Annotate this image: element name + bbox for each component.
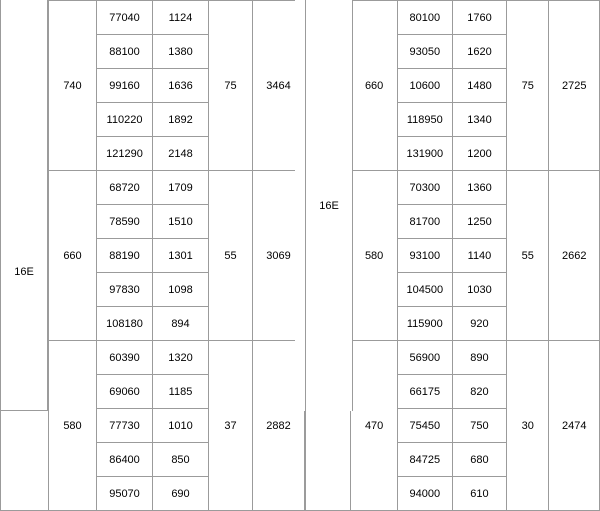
left-g2-r0-a: 60390 [97,341,153,375]
left-g2-r4-a: 95070 [97,477,153,511]
left-g1-r0-a: 68720 [97,171,153,205]
left-g0-col-d: 3464 [253,1,305,171]
right-g2-r3-b: 680 [452,443,506,477]
right-g0-r4-b: 1200 [452,137,506,171]
right-g0-r4-a: 131900 [397,137,452,171]
right-g0-r3-a: 118950 [397,103,452,137]
right-g1-col-c: 55 [507,171,549,341]
left-g1-r3-b: 1098 [153,273,209,307]
right-g1-r2-b: 1140 [452,239,506,273]
left-g1-col-d: 3069 [253,171,305,341]
left-g2-col-d: 2882 [253,341,305,511]
left-g2-r4-b: 690 [153,477,209,511]
left-row-label: 16E [0,133,48,411]
right-g1-r3-a: 104500 [397,273,452,307]
left-g1-r4-a: 108180 [97,307,153,341]
right-g1-col-d: 2662 [549,171,600,341]
left-g0-r2-a: 99160 [97,69,153,103]
right-g0-r0-b: 1760 [452,1,506,35]
left-g0-r0-a: 77040 [97,1,153,35]
right-g2-col-c: 30 [507,341,549,511]
right-g1-r4-a: 115900 [397,307,452,341]
left-g1-sub-label: 660 [49,171,97,341]
right-g0-r2-a: 10600 [397,69,452,103]
left-g1-r2-a: 88190 [97,239,153,273]
right-g2-r0-b: 890 [452,341,506,375]
left-g2-r1-a: 69060 [97,375,153,409]
right-g2-r2-b: 750 [452,409,506,443]
left-g2-r3-b: 850 [153,443,209,477]
left-g1-r1-a: 78590 [97,205,153,239]
right-g2-r1-b: 820 [452,375,506,409]
left-g2-r0-b: 1320 [153,341,209,375]
right-g1-r3-b: 1030 [452,273,506,307]
right-g2-r1-a: 66175 [397,375,452,409]
left-g0-r0-b: 1124 [153,1,209,35]
left-g1-r2-b: 1301 [153,239,209,273]
right-g0-r2-b: 1480 [452,69,506,103]
column-gap [295,0,305,411]
left-g0-col-c: 75 [209,1,253,171]
left-g1-r3-a: 97830 [97,273,153,307]
right-g1-r1-b: 1250 [452,205,506,239]
left-g0-r1-a: 88100 [97,35,153,69]
right-g0-col-d: 2725 [549,1,600,171]
right-g2-r4-a: 94000 [397,477,452,511]
left-g0-r1-b: 1380 [153,35,209,69]
left-g1-r0-b: 1709 [153,171,209,205]
left-g0-r3-b: 1892 [153,103,209,137]
left-g2-r2-a: 77730 [97,409,153,443]
left-row-label-top-continuation [0,0,48,134]
right-g1-r2-a: 93100 [397,239,452,273]
left-g1-r1-b: 1510 [153,205,209,239]
right-g2-r3-a: 84725 [397,443,452,477]
left-g0-r3-a: 110220 [97,103,153,137]
right-g0-r0-a: 80100 [397,1,452,35]
right-g1-sub-label: 580 [351,171,397,341]
left-g0-r4-a: 121290 [97,137,153,171]
left-g2-r3-a: 86400 [97,443,153,477]
right-g2-r0-a: 56900 [397,341,452,375]
right-g0-r1-b: 1620 [452,35,506,69]
left-g1-col-c: 55 [209,171,253,341]
right-g1-r0-a: 70300 [397,171,452,205]
left-g1-r4-b: 894 [153,307,209,341]
left-g2-sub-label: 580 [49,341,97,511]
right-g0-r3-b: 1340 [452,103,506,137]
right-g2-r2-a: 75450 [397,409,452,443]
left-g0-r2-b: 1636 [153,69,209,103]
left-g2-r2-b: 1010 [153,409,209,443]
right-g1-r0-b: 1360 [452,171,506,205]
left-g2-r1-b: 1185 [153,375,209,409]
right-g2-col-d: 2474 [549,341,600,511]
right-g2-sub-label: 470 [351,341,397,511]
right-g0-r1-a: 93050 [397,35,452,69]
right-g0-col-c: 75 [507,1,549,171]
right-g1-r1-a: 81700 [397,205,452,239]
left-g2-col-c: 37 [209,341,253,511]
left-g0-r4-b: 2148 [153,137,209,171]
right-g1-r4-b: 920 [452,307,506,341]
left-g0-sub-label: 740 [49,1,97,171]
right-g0-sub-label: 660 [351,1,397,171]
right-g2-r4-b: 610 [452,477,506,511]
right-row-label: 16E [305,0,353,411]
